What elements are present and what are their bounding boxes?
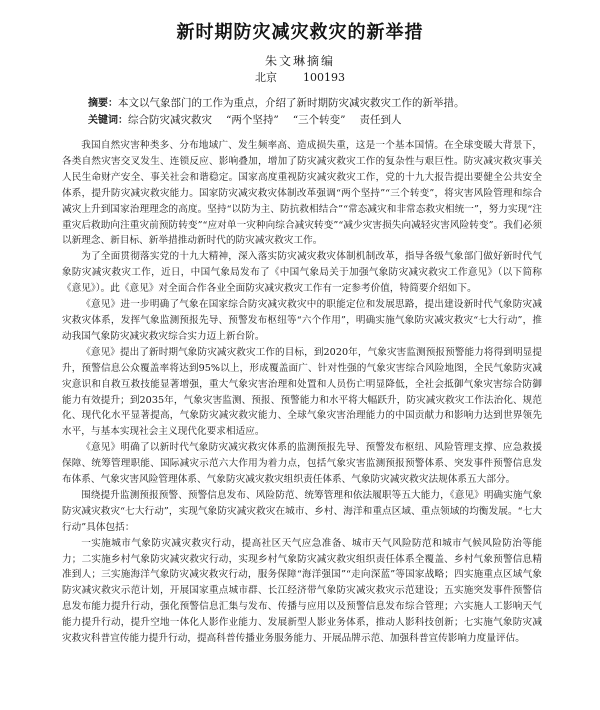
keyword: “两个坚持” [226,114,279,126]
body-paragraph-5: 《意见》明确了以新时代气象防灾减灾救灾体系的监测预报先导、预警发布枢纽、风险管理支撑、应急救援保障、统筹管理职能、国际减灾示范六大作用为着力点，包括气象灾害监测预报预警体系、突发事件预警信息发布体系、气象灾害风险管理体系、气象防灾减灾救灾组织责任体系、气象防灾减灾救灾法规体系五大部分。 [62,442,542,486]
author-line: 朱文琳摘编 [264,54,335,68]
body-paragraph-1: 我国自然灾害种类多、分布地域广、发生频率高、造成损失重，这是一个基本国情。在全球变暖大背景下，各类自然灾害交叉发生、连锁反应、影响叠加，增加了防灾减灾救灾工作的复杂性与艰巨性。防灾减灾救灾事关人民生命财产安全、事关社会和谐稳定。国家高度重视防灾减灾救灾工作，党的十九大报告提出要健全公共安全体系，提升防灾减灾救灾能力。国家防灾减灾救灾体制改革强调“两个坚持”“三个转变”，将灾害风险管理和综合减灾上升到国家治理理念的高度。坚持“以防为主、防抗救相结合”“常态减灾和非常态救灾相统一”，努力实现“注重灾后救助向注重灾前预防转变”“应对单一灾种向综合减灾转变”“减少灾害损失向减轻灾害风险转变”。我们必须以新理念、新目标、新举措推动新时代的防灾减灾救灾工作。 [62,140,542,247]
keyword: 综合防灾减灾救灾 [128,114,212,126]
keyword: “三个转变” [292,114,346,126]
affiliation-line [0,69,600,85]
body-paragraph-2: 为了全面贯彻落实党的十九大精神，深入落实防灾减灾救灾体制机制改革，指导各级气象部门做好新时代气象防灾减灾救灾工作，近日，中国气象局发布了《中国气象局关于加强气象防灾减灾救灾工作意见》（以下简称《意见》）。此《意见》对全面合作各业全面防灾减灾救灾工作有一定参考价值，特简要介绍如下。 [62,251,542,295]
affiliation-postcode: 100193 [303,71,345,84]
abstract-block [88,95,548,129]
keyword: 责任到人 [359,114,402,126]
abstract-line [88,95,548,112]
article-title: 新时期防灾减灾救灾的新举措 [176,22,424,43]
affiliation-city: 北京 [255,71,277,84]
abstract-text: 本文以气象部门的工作为重点，介绍了新时期防灾减灾救灾工作的新举措。 [118,97,465,109]
body-paragraph-6: 围绕提升监测预报预警、预警信息发布、风险防范、统筹管理和依法履职等五大能力，《意见》明确实施气象防灾减灾救灾“七大行动”，实现气象防灾减灾救灾在城市、乡村、海洋和重点区域、重点领域的均衡发展。“七大行动”具体包括： [62,489,542,533]
keywords-label: 关键词： [88,115,128,126]
body-paragraph-3: 《意见》进一步明确了气象在国家综合防灾减灾救灾中的职能定位和发展思路，提出建设新时代气象防灾减灾救灾体系，发挥气象监测预报先导、预警发布枢纽等“六个作用”，明确实施气象防灾减灾救灾“七大行动”，推动我国气象防灾减灾救灾综合实力迈上新台阶。 [62,299,542,342]
abstract-label: 摘要： [88,98,118,109]
body-paragraph-7: 一实施城市气象防灾减灾救灾行动，提高社区天气应急准备、城市天气风险防范和城市气候风险防治等能力；二实施乡村气象防灾减灾救灾行动，实现乡村气象防灾减灾救灾组织责任体系全覆盖、乡村气象预警信息精准到人；三实施海洋气象防灾减灾救灾行动，服务保障“海洋强国”“走向深蓝”等国家战略；四实施重点区域气象防灾减灾救灾示范计划，开展国家重点城市群、长江经济带气象防灾减灾救灾示范建设；五实施突发事件预警信息发布能力提升行动，强化预警信息汇集与发布、传播与应用以及预警信息发布综合管理；六实施人工影响天气能力提升行动，提升空地一体化人影作业能力、发展新型人影业务体系，推动人影科技创新；七实施气象防灾减灾救灾科普宣传能力提升行动，提高科普传播业务服务能力、开展品牌示范、加强科普宣传影响力度量评估。 [62,537,542,645]
keywords-line [88,112,548,129]
article-body [62,138,542,647]
body-paragraph-4: 《意见》提出了新时期气象防灾减灾救灾工作的目标，到2020年，气象灾害监测预报预警能力将得到明显提升，预警信息公众覆盖率将达到95%以上，形成覆盖面广、针对性强的气象灾害综合风险地图，全民气象防灾减灾意识和自救互救技能显著增强，重大气象灾害治理和处置和人员伤亡明显降低，全社会抵御气象灾害综合防御能力有效提升；到2035年，气象灾害监测、预报、预警能力和水平将大幅跃升，防灾减灾救灾工作法治化、规范化、现代化水平显著提高，气象防灾减灾救灾能力、全球气象灾害治理能力的中国贡献力和影响力达到世界领先水平，与基本实现社会主义现代化要求相适应。 [62,346,542,438]
